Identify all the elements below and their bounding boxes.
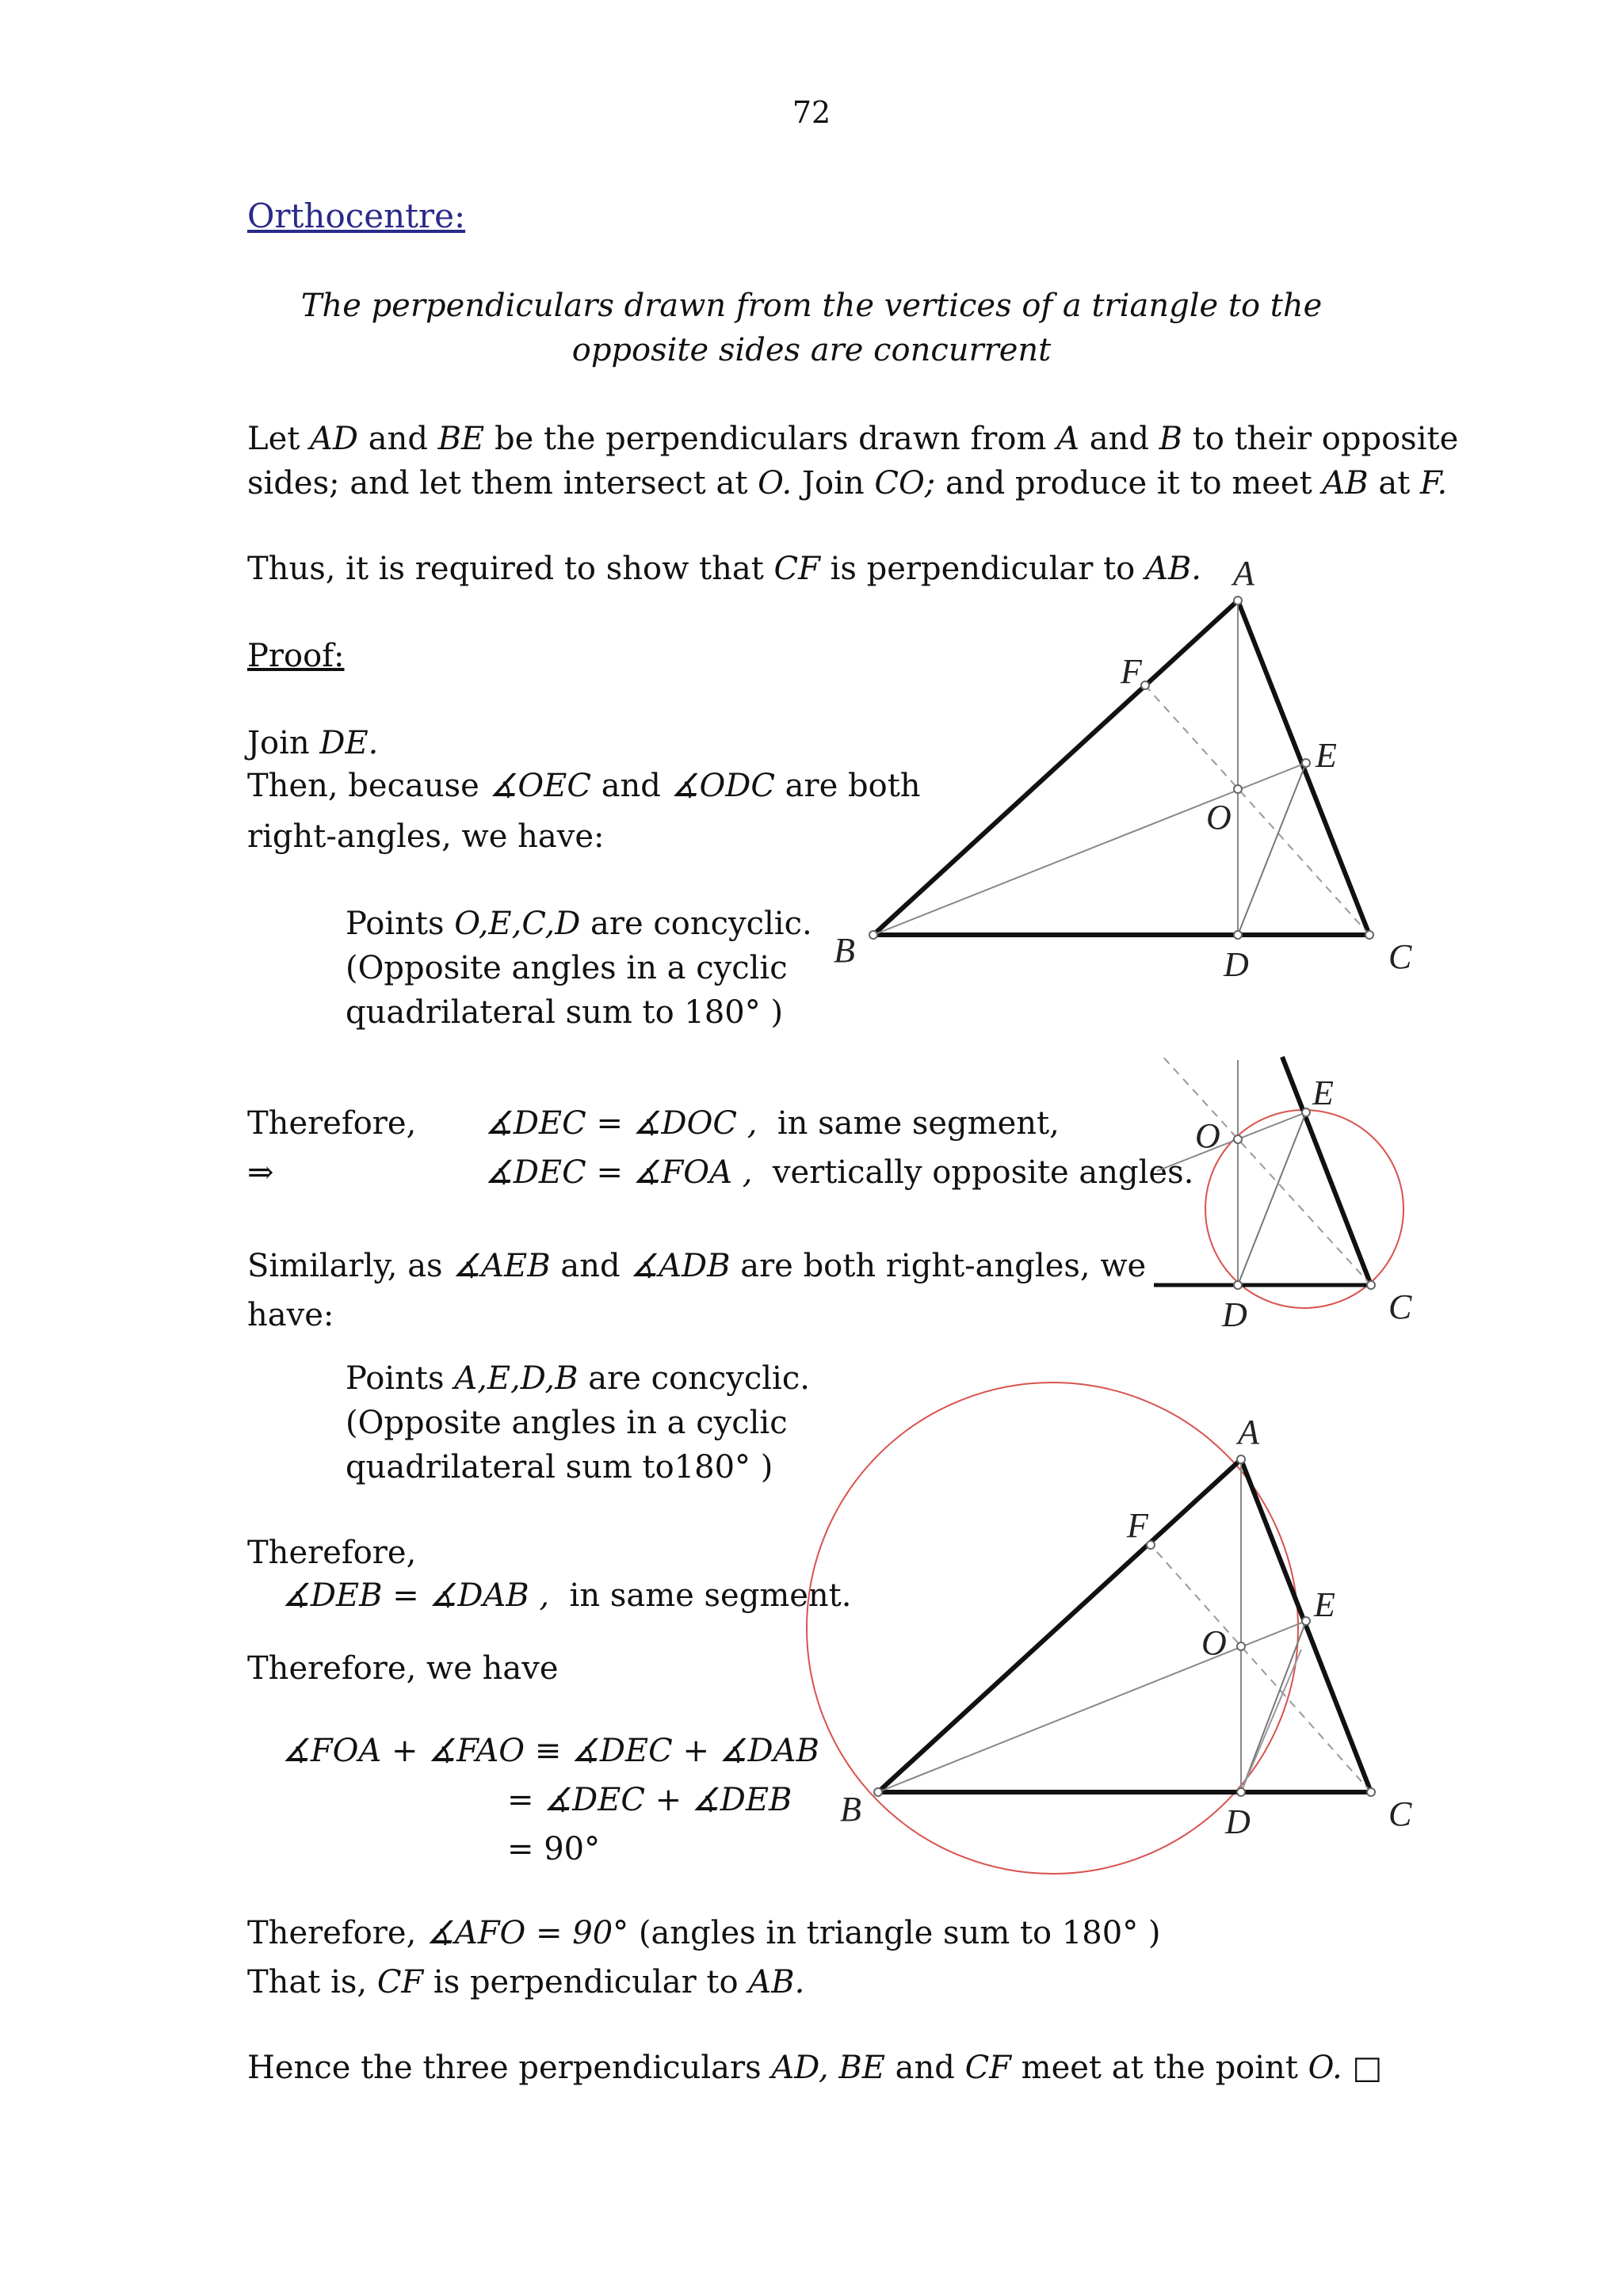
label-b: B — [834, 931, 855, 970]
label-e: E — [1316, 736, 1337, 775]
point-d-3 — [1237, 1788, 1245, 1796]
point-o-2 — [1234, 1135, 1242, 1143]
segment-de-2 — [1238, 1112, 1306, 1285]
label-o-2: O — [1195, 1116, 1220, 1155]
equation-dec-foa: ∡DEC = ∡FOA , vertically opposite angles. — [485, 1154, 1194, 1191]
point-c — [1365, 931, 1373, 939]
figure-1 — [834, 554, 1412, 984]
section-title: Orthocentre: — [247, 196, 466, 235]
concyclic-2-line-2: (Opposite angles in a cyclic — [346, 1405, 788, 1441]
concyclic-1-line-1: Points O,E,C,D are concyclic. — [346, 906, 812, 942]
therefore-2: Therefore, — [247, 1535, 417, 1571]
implies-arrow: ⇒ — [247, 1154, 274, 1191]
label-f-3: F — [1127, 1506, 1148, 1545]
then-line: Then, because ∡OEC and ∡ODC are both — [247, 768, 921, 804]
concyclic-1-line-2: (Opposite angles in a cyclic — [346, 950, 788, 986]
therefore-1: Therefore, — [247, 1105, 417, 1142]
intro-line-1: Let AD and BE be the perpendiculars drawn from A and B to their opposite — [247, 421, 1459, 457]
point-a-3 — [1237, 1455, 1245, 1463]
chain-line-3: = 90° — [507, 1831, 601, 1867]
label-e-2: E — [1312, 1074, 1334, 1112]
conclusion-line: Hence the three perpendiculars AD, BE and CF meet at the point O. □ — [247, 2050, 1383, 2086]
line-cf — [1145, 685, 1369, 935]
label-d-2: D — [1222, 1295, 1247, 1334]
theorem-line-1: The perpendiculars drawn from the vertices of a triangle to the — [300, 288, 1323, 324]
segment-de-3 — [1241, 1621, 1306, 1792]
label-c: C — [1388, 937, 1412, 976]
figure-3 — [807, 1383, 1412, 1874]
point-b-3 — [874, 1788, 882, 1796]
afo-line: Therefore, ∡AFO = 90° (angles in triangle sum to 180° ) — [247, 1915, 1161, 1951]
label-d: D — [1224, 945, 1249, 984]
intro-line-2: sides; and let them intersect at O. Join CO; and produce it to meet AB at F. — [247, 465, 1448, 502]
point-f — [1141, 681, 1149, 689]
point-d — [1234, 931, 1242, 939]
label-o-3: O — [1201, 1623, 1227, 1662]
line-cf-3 — [1151, 1545, 1371, 1792]
point-e-2 — [1302, 1108, 1310, 1116]
chain-line-1: ∡FOA + ∡FAO ≡ ∡DEC + ∡DAB — [282, 1733, 819, 1769]
concyclic-2-line-1: Points A,E,D,B are concyclic. — [346, 1360, 810, 1397]
point-b — [869, 931, 877, 939]
point-a — [1234, 597, 1242, 605]
label-c-2: C — [1388, 1287, 1412, 1326]
segment-ae-arc — [1241, 1650, 1301, 1792]
that-is-line: That is, CF is perpendicular to AB. — [247, 1964, 805, 2000]
concyclic-2-line-3: quadrilateral sum to180° ) — [346, 1449, 773, 1486]
concyclic-1-line-3: quadrilateral sum to 180° ) — [346, 994, 784, 1031]
requirement-statement: Thus, it is required to show that CF is perpendicular to AB. — [247, 551, 1201, 587]
point-e-3 — [1302, 1617, 1310, 1625]
proof-heading: Proof: — [247, 638, 345, 674]
label-b-3: B — [840, 1790, 861, 1829]
point-o-3 — [1237, 1642, 1245, 1650]
label-f: F — [1121, 652, 1142, 691]
point-c-3 — [1367, 1788, 1375, 1796]
equation-deb-dab: ∡DEB = ∡DAB , in same segment. — [282, 1577, 852, 1614]
label-e-3: E — [1314, 1585, 1335, 1624]
page-number: 72 — [792, 95, 831, 130]
point-o — [1234, 785, 1242, 793]
side-ab-3 — [878, 1459, 1241, 1792]
segment-de — [1238, 763, 1306, 935]
label-a: A — [1233, 554, 1254, 593]
join-line: Join DE. — [247, 725, 379, 761]
label-a-3: A — [1238, 1413, 1259, 1451]
point-e — [1302, 759, 1310, 767]
line-cf-partial — [1160, 1054, 1371, 1285]
label-o: O — [1206, 798, 1232, 837]
similarly-line: Similarly, as ∡AEB and ∡ADB are both right-angles, we — [247, 1248, 1147, 1284]
label-d-3: D — [1225, 1802, 1251, 1841]
figure-2 — [1154, 1054, 1412, 1334]
therefore-we-have: Therefore, we have — [247, 1650, 559, 1687]
point-d-2 — [1234, 1281, 1242, 1289]
label-c-3: C — [1388, 1794, 1412, 1833]
have-line: have: — [247, 1297, 334, 1333]
point-c-2 — [1367, 1281, 1375, 1289]
side-ab — [873, 601, 1238, 935]
right-angles-line: right-angles, we have: — [247, 818, 605, 855]
equation-dec-doc: ∡DEC = ∡DOC , in same segment, — [485, 1105, 1060, 1142]
chain-line-2: = ∡DEC + ∡DEB — [507, 1782, 792, 1818]
line-be-partial — [1157, 1112, 1306, 1171]
theorem-line-2: opposite sides are concurrent — [571, 332, 1052, 368]
